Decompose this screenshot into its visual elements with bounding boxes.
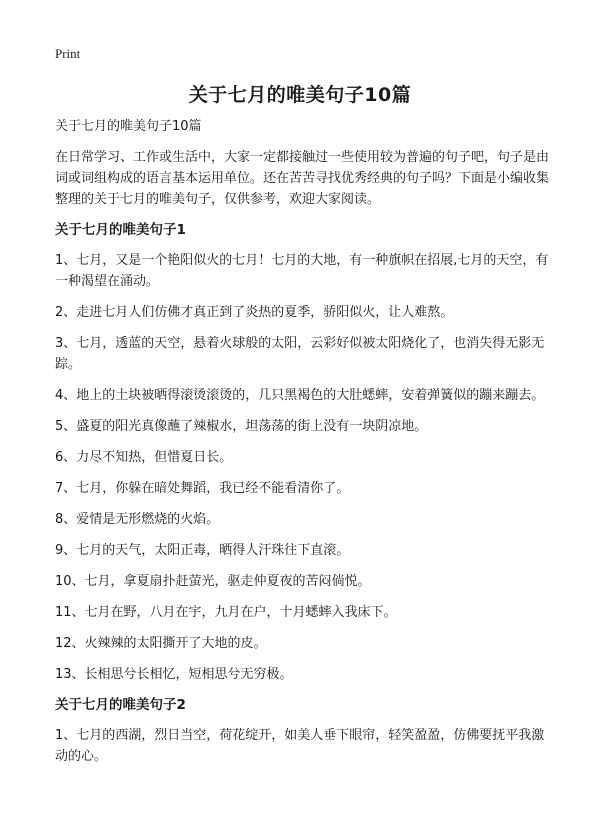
- list-item: 13、长相思兮长相忆，短相思兮无穷极。: [55, 667, 293, 682]
- section-heading: 关于七月的唯美句子1: [55, 222, 186, 238]
- page-title: 关于七月的唯美句子10篇: [188, 84, 412, 106]
- list-item: 4、地上的土块被晒得滚烫滚烫的，几只黑褐色的大肚蟋蟀，安着弹簧似的蹦来蹦去。: [55, 388, 545, 403]
- list-item: 6、力尽不知热，但惜夏日长。: [55, 450, 233, 465]
- list-item: 7、七月，你躲在暗处舞蹈，我已经不能看清你了。: [55, 481, 350, 496]
- list-item: 11、七月在野，八月在宇，九月在户，十月蟋蟀入我床下。: [55, 605, 397, 620]
- list-item: 3、七月，透蓝的天空，悬着火球般的太阳，云彩好似被太阳烧化了，也消失得无影无踪。: [55, 336, 545, 372]
- article-subtitle: 关于七月的唯美句子10篇: [55, 119, 202, 134]
- list-item: 1、七月，又是一个艳阳似火的七月！七月的大地，有一种旗帜在招展,七月的天空，有一种渴望在涌动。: [55, 253, 549, 289]
- intro-paragraph: 在日常学习、工作或生活中，大家一定都接触过一些使用较为普遍的句子吧，句子是由词或词组构成的语言基本运用单位。还在苦苦寻找优秀经典的句子吗？下面是小编收集整理的关于七月的唯美句子，仅供参考，欢迎大家阅读。: [55, 150, 550, 207]
- article-body: [55, 118, 553, 777]
- list-item: 12、火辣辣的太阳撕开了大地的皮。: [55, 636, 267, 651]
- list-item: 9、七月的天气，太阳正毒，晒得人汗珠往下直滚。: [55, 543, 350, 558]
- list-item: 10、七月，拿夏扇扑赶萤光，驱走仲夏夜的苦闷倘悦。: [55, 574, 371, 589]
- list-item: 8、爱情是无形燃烧的火焰。: [55, 512, 220, 527]
- list-item: 1、七月的西湖，烈日当空，荷花绽开，如美人垂下眼帘，轻笑盈盈，仿佛要抚平我激动的心。: [55, 728, 545, 764]
- print-link[interactable]: Print: [55, 46, 81, 61]
- section-heading: 关于七月的唯美句子2: [55, 697, 186, 713]
- list-item: 5、盛夏的阳光真像蘸了辣椒水，坦荡荡的街上没有一块阴凉地。: [55, 419, 428, 434]
- list-item: 2、走进七月人们仿佛才真正到了炎热的夏季，骄阳似火，让人难熬。: [55, 305, 454, 320]
